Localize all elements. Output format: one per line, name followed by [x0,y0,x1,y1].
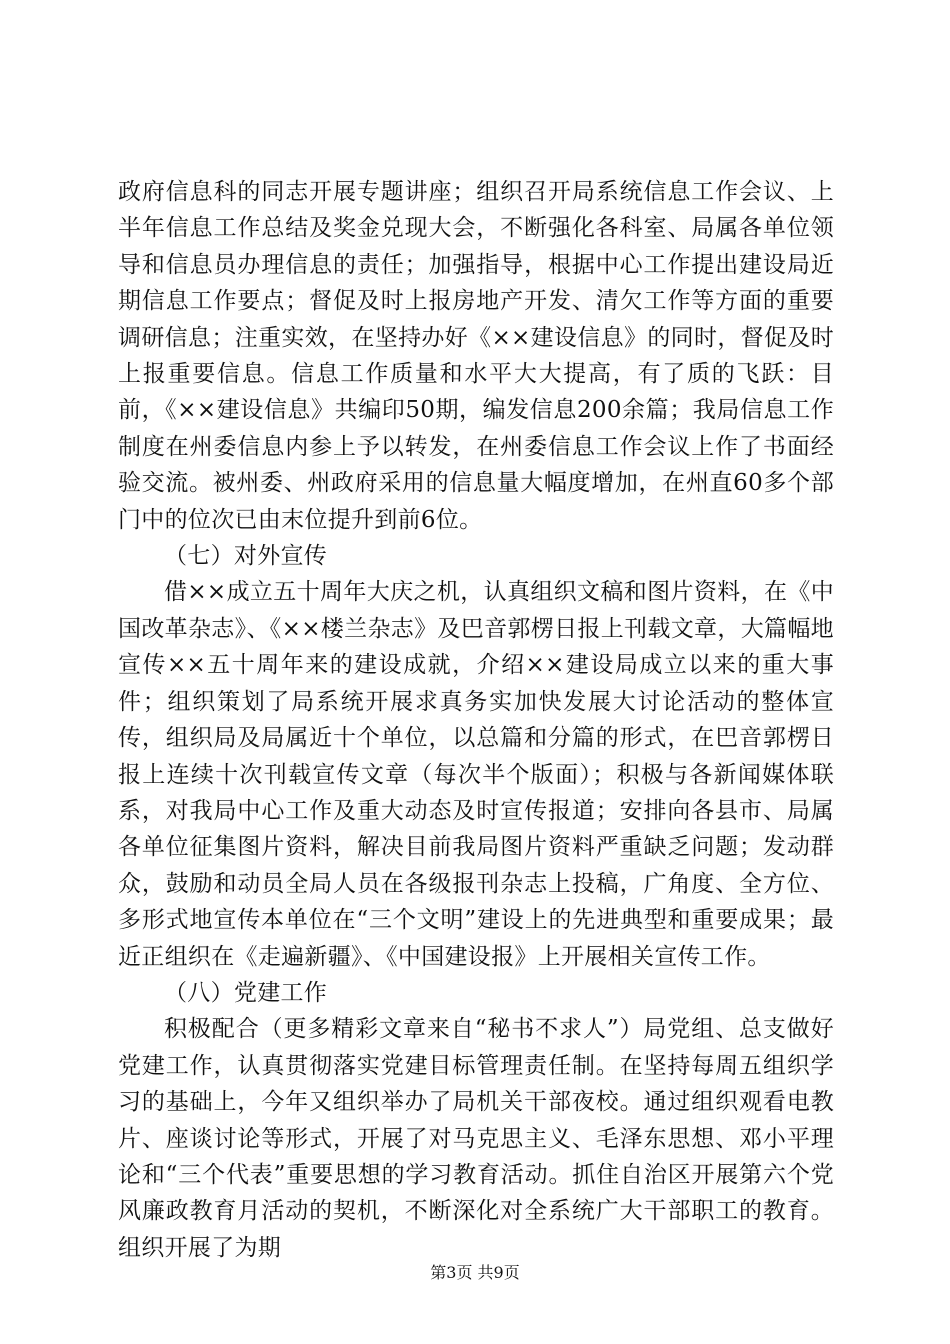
page-number-footer: 第3页 共9页 [430,1263,520,1282]
paragraph-external-publicity: 借××成立五十周年大庆之机，认真组织文稿和图片资料，在《中国改革杂志》、《××楼兰杂志》及巴音郭楞日报上刊载文章，大篇幅地宣传××五十周年来的建设成就，介绍××建设局成立以来的重大事件；组织策划了局系统开展求真务实加快发展大讨论活动的整体宣传，组织局及局属近十个单位，以总篇和分篇的形式，在巴音郭楞日报上连续十次刊载宣传文章（每次半个版面）；积极与各新闻媒体联系，对我局中心工作及重大动态及时宣传报道；安排向各县市、局属各单位征集图片资料，解决目前我局图片资料严重缺乏问题；发动群众，鼓励和动员全局人员在各级报刊杂志上投稿，广角度、全方位、多形式地宣传本单位在“三个文明”建设上的先进典型和重要成果；最近正组织在《走遍新疆》、《中国建设报》上开展相关宣传工作。 [118,579,834,970]
document-body [118,174,834,1266]
paragraph-continuation: 政府信息科的同志开展专题讲座；组织召开局系统信息工作会议、上半年信息工作总结及奖金兑现大会，不断强化各科室、局属各单位领导和信息员办理信息的责任；加强指导，根据中心工作提出建设局近期信息工作要点；督促及时上报房地产开发、清欠工作等方面的重要调研信息；注重实效，在坚持办好《××建设信息》的同时，督促及时上报重要信息。信息工作质量和水平大大提高，有了质的飞跃：目前，《××建设信息》共编印50期，编发信息200余篇；我局信息工作制度在州委信息内参上予以转发，在州委信息工作会议上作了书面经验交流。被州委、州政府采用的信息量大幅度增加，在州直60多个部门中的位次已由末位提升到前6位。 [118,179,834,533]
paragraph-party-building: 积极配合（更多精彩文章来自“秘书不求人”）局党组、总支做好党建工作，认真贯彻落实党建目标管理责任制。在坚持每周五组织学习的基础上，今年又组织举办了局机关干部夜校。通过组织观看电教片、座谈讨论等形式，开展了对马克思主义、毛泽东思想、邓小平理论和“三个代表”重要思想的学习教育活动。抓住自治区开展第六个党风廉政教育月活动的契机，不断深化对全系统广大干部职工的教育。组织开展了为期 [118,1016,834,1261]
section-heading-party-building: （八）党建工作 [164,979,328,1006]
section-heading-external-publicity: （七）对外宣传 [164,543,328,570]
